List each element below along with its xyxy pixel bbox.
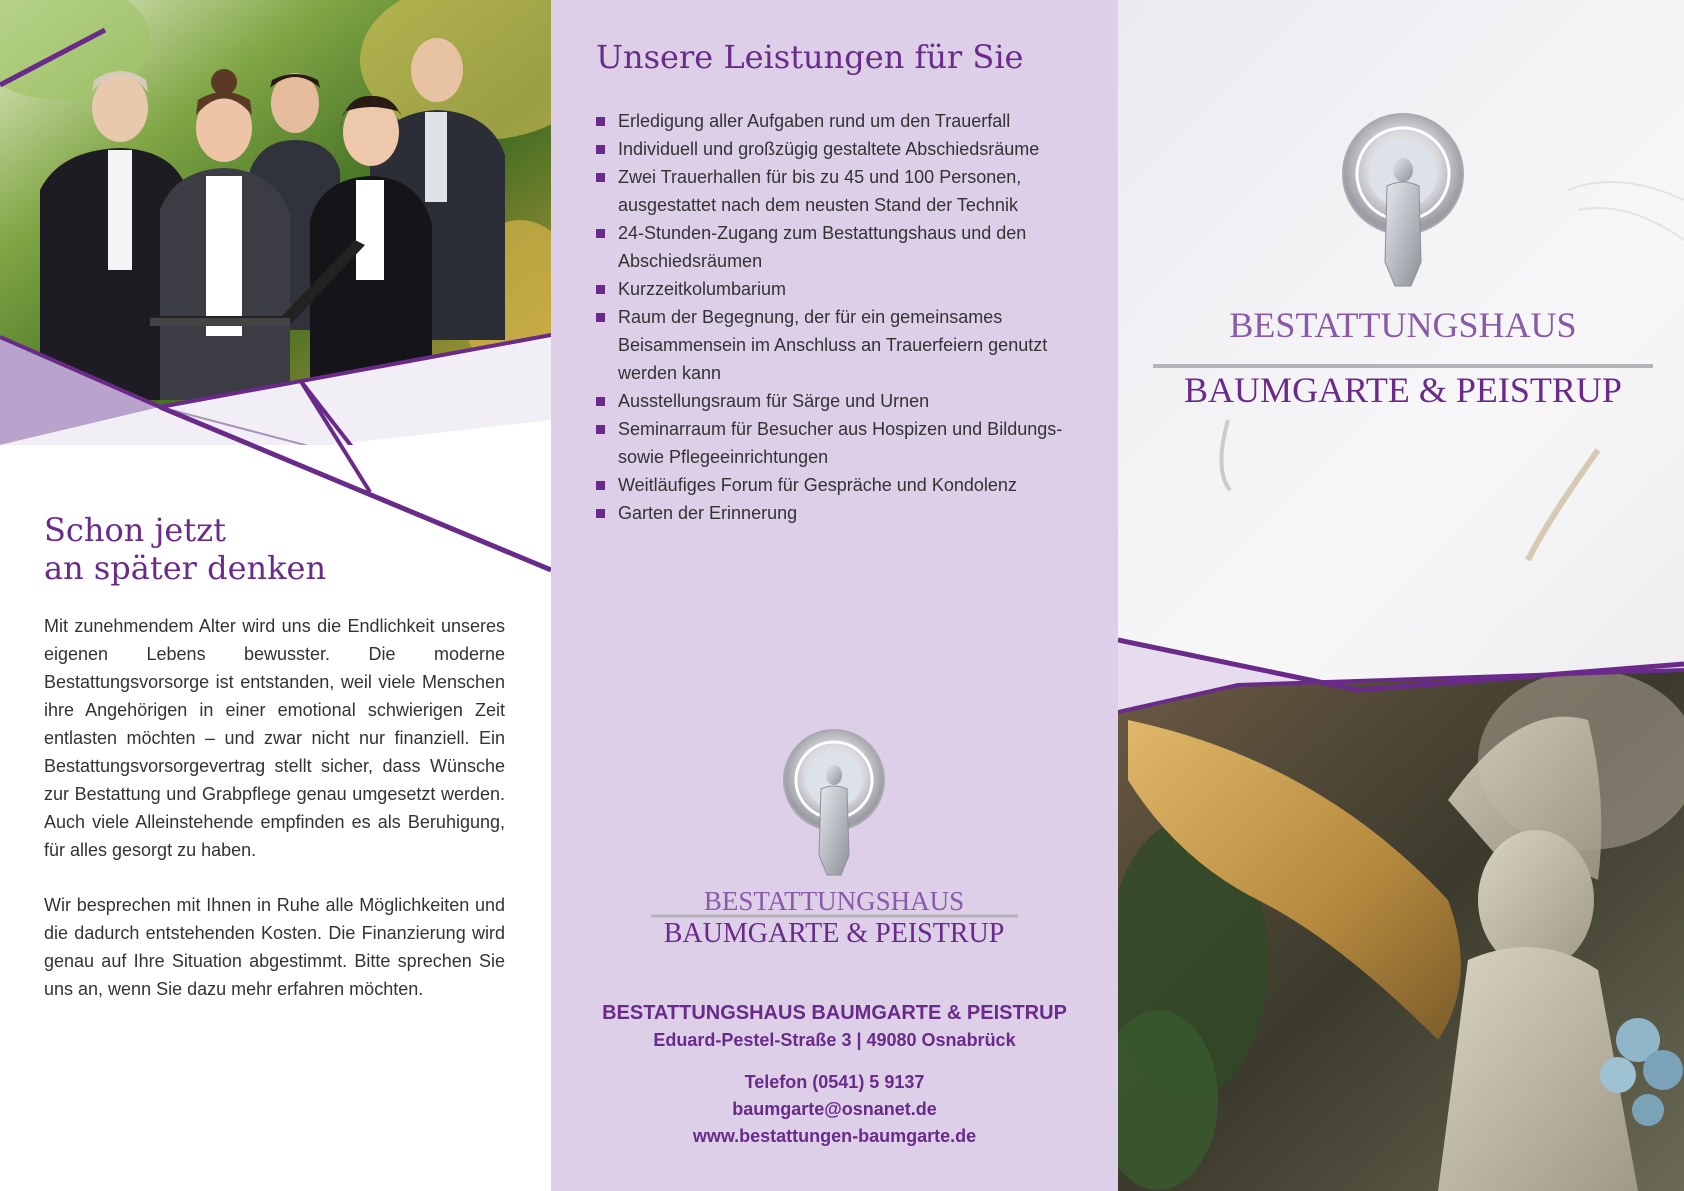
contact-phone: Telefon (0541) 5 9137 [744, 1072, 925, 1092]
list-item [595, 163, 1095, 219]
list-item [595, 275, 1095, 303]
list-item-text: Garten der Erinnerung [618, 503, 798, 523]
left-panel [0, 0, 551, 1191]
services-list [595, 107, 1095, 527]
services-heading: Unsere Leistungen für Sie [596, 38, 1024, 76]
bullet-square-icon [596, 313, 605, 322]
list-item [595, 219, 1095, 275]
contact-company-name: BESTATTUNGSHAUS BAUMGARTE & PEISTRUP [602, 1002, 1067, 1024]
consultation-paragraph: Wir besprechen mit Ihnen in Ruhe alle Möglichkeiten und die dadurch entstehenden Kosten. Die Finanzierung wird genau auf Ihre Situation abgestimmt. Bitte sprechen Sie uns an, wenn Sie dazu mehr erfahren möchten. [44, 895, 505, 999]
list-item [595, 499, 1095, 527]
company-logo [651, 725, 1018, 945]
bullet-square-icon [596, 229, 605, 238]
list-item-text: Kurzzeitkolumbarium [618, 279, 787, 299]
list-item [595, 387, 1095, 415]
bullet-square-icon [596, 173, 605, 182]
contact-email: baumgarte@osnanet.de [732, 1099, 937, 1119]
list-item [595, 303, 1095, 387]
contact-address: Eduard-Pestel-Straße 3 | 49080 Osnabrück [653, 1030, 1016, 1050]
section-heading [44, 511, 326, 587]
logo-line-2: BAUMGARTE & PEISTRUP [663, 918, 1005, 945]
bullet-square-icon [596, 145, 605, 154]
bullet-square-icon [596, 285, 605, 294]
contact-website: www.bestattungen-baumgarte.de [692, 1126, 977, 1146]
list-item-text: Individuell und großzügig gestaltete Abschiedsräume [618, 139, 1040, 159]
bullet-square-icon [596, 117, 605, 126]
list-item-text: 24-Stunden-Zugang zum Bestattungshaus und den Abschiedsräumen [618, 223, 1027, 271]
right-panel [1118, 0, 1684, 1191]
list-item-text: Erledigung aller Aufgaben rund um den Trauerfall [618, 111, 1011, 131]
list-item [595, 135, 1095, 163]
list-item [595, 471, 1095, 499]
heading-line-1: Schon jetzt [44, 511, 226, 549]
list-item [595, 415, 1095, 471]
logo-line-1: BESTATTUNGSHAUS [703, 886, 965, 916]
logo-line-2: BAUMGARTE & PEISTRUP [1184, 370, 1622, 410]
list-item-text: Weitläufiges Forum für Gespräche und Kondolenz [618, 475, 1017, 495]
heading-line-2: an später denken [44, 549, 327, 587]
list-item [595, 107, 1095, 135]
list-item-text: Ausstellungsraum für Särge und Urnen [618, 391, 930, 411]
company-logo-large [1153, 112, 1653, 412]
list-item-text: Raum der Begegnung, der für ein gemeinsames Beisammensein im Anschluss an Trauerfeiern genutzt werden kann [618, 307, 1048, 383]
bullet-square-icon [596, 425, 605, 434]
team-photo [0, 0, 551, 445]
logo-line-1: BESTATTUNGSHAUS [1229, 305, 1577, 345]
bullet-square-icon [596, 397, 605, 406]
angel-icon [784, 730, 884, 875]
angel-icon [1343, 114, 1463, 286]
intro-paragraph: Mit zunehmendem Alter wird uns die Endlichkeit unseres eigenen Lebens bewusster. Die moderne Bestattungsvorsorge ist entstanden, weil viele Menschen ihre Angehörigen in einer emotional schwierigen Zeit entlasten möchten – und zwar nicht nur finanziell. Ein Bestattungsvorsorgevertrag stellt sicher, dass Wünsche zur Bestattung und Grabpflege genau umgesetzt werden. Auch viele Alleinstehende empfinden es als Beruhigung, für alles gesorgt zu haben. [44, 616, 505, 860]
list-item-text: Seminarraum für Besucher aus Hospizen und Bildungs- sowie Pflegeeinrichtungen [618, 419, 1063, 467]
middle-panel [551, 0, 1118, 1191]
bullet-square-icon [596, 509, 605, 518]
bullet-square-icon [596, 481, 605, 490]
list-item-text: Zwei Trauerhallen für bis zu 45 und 100 Personen, ausgestattet nach dem neusten Stand der Technik [618, 167, 1022, 215]
